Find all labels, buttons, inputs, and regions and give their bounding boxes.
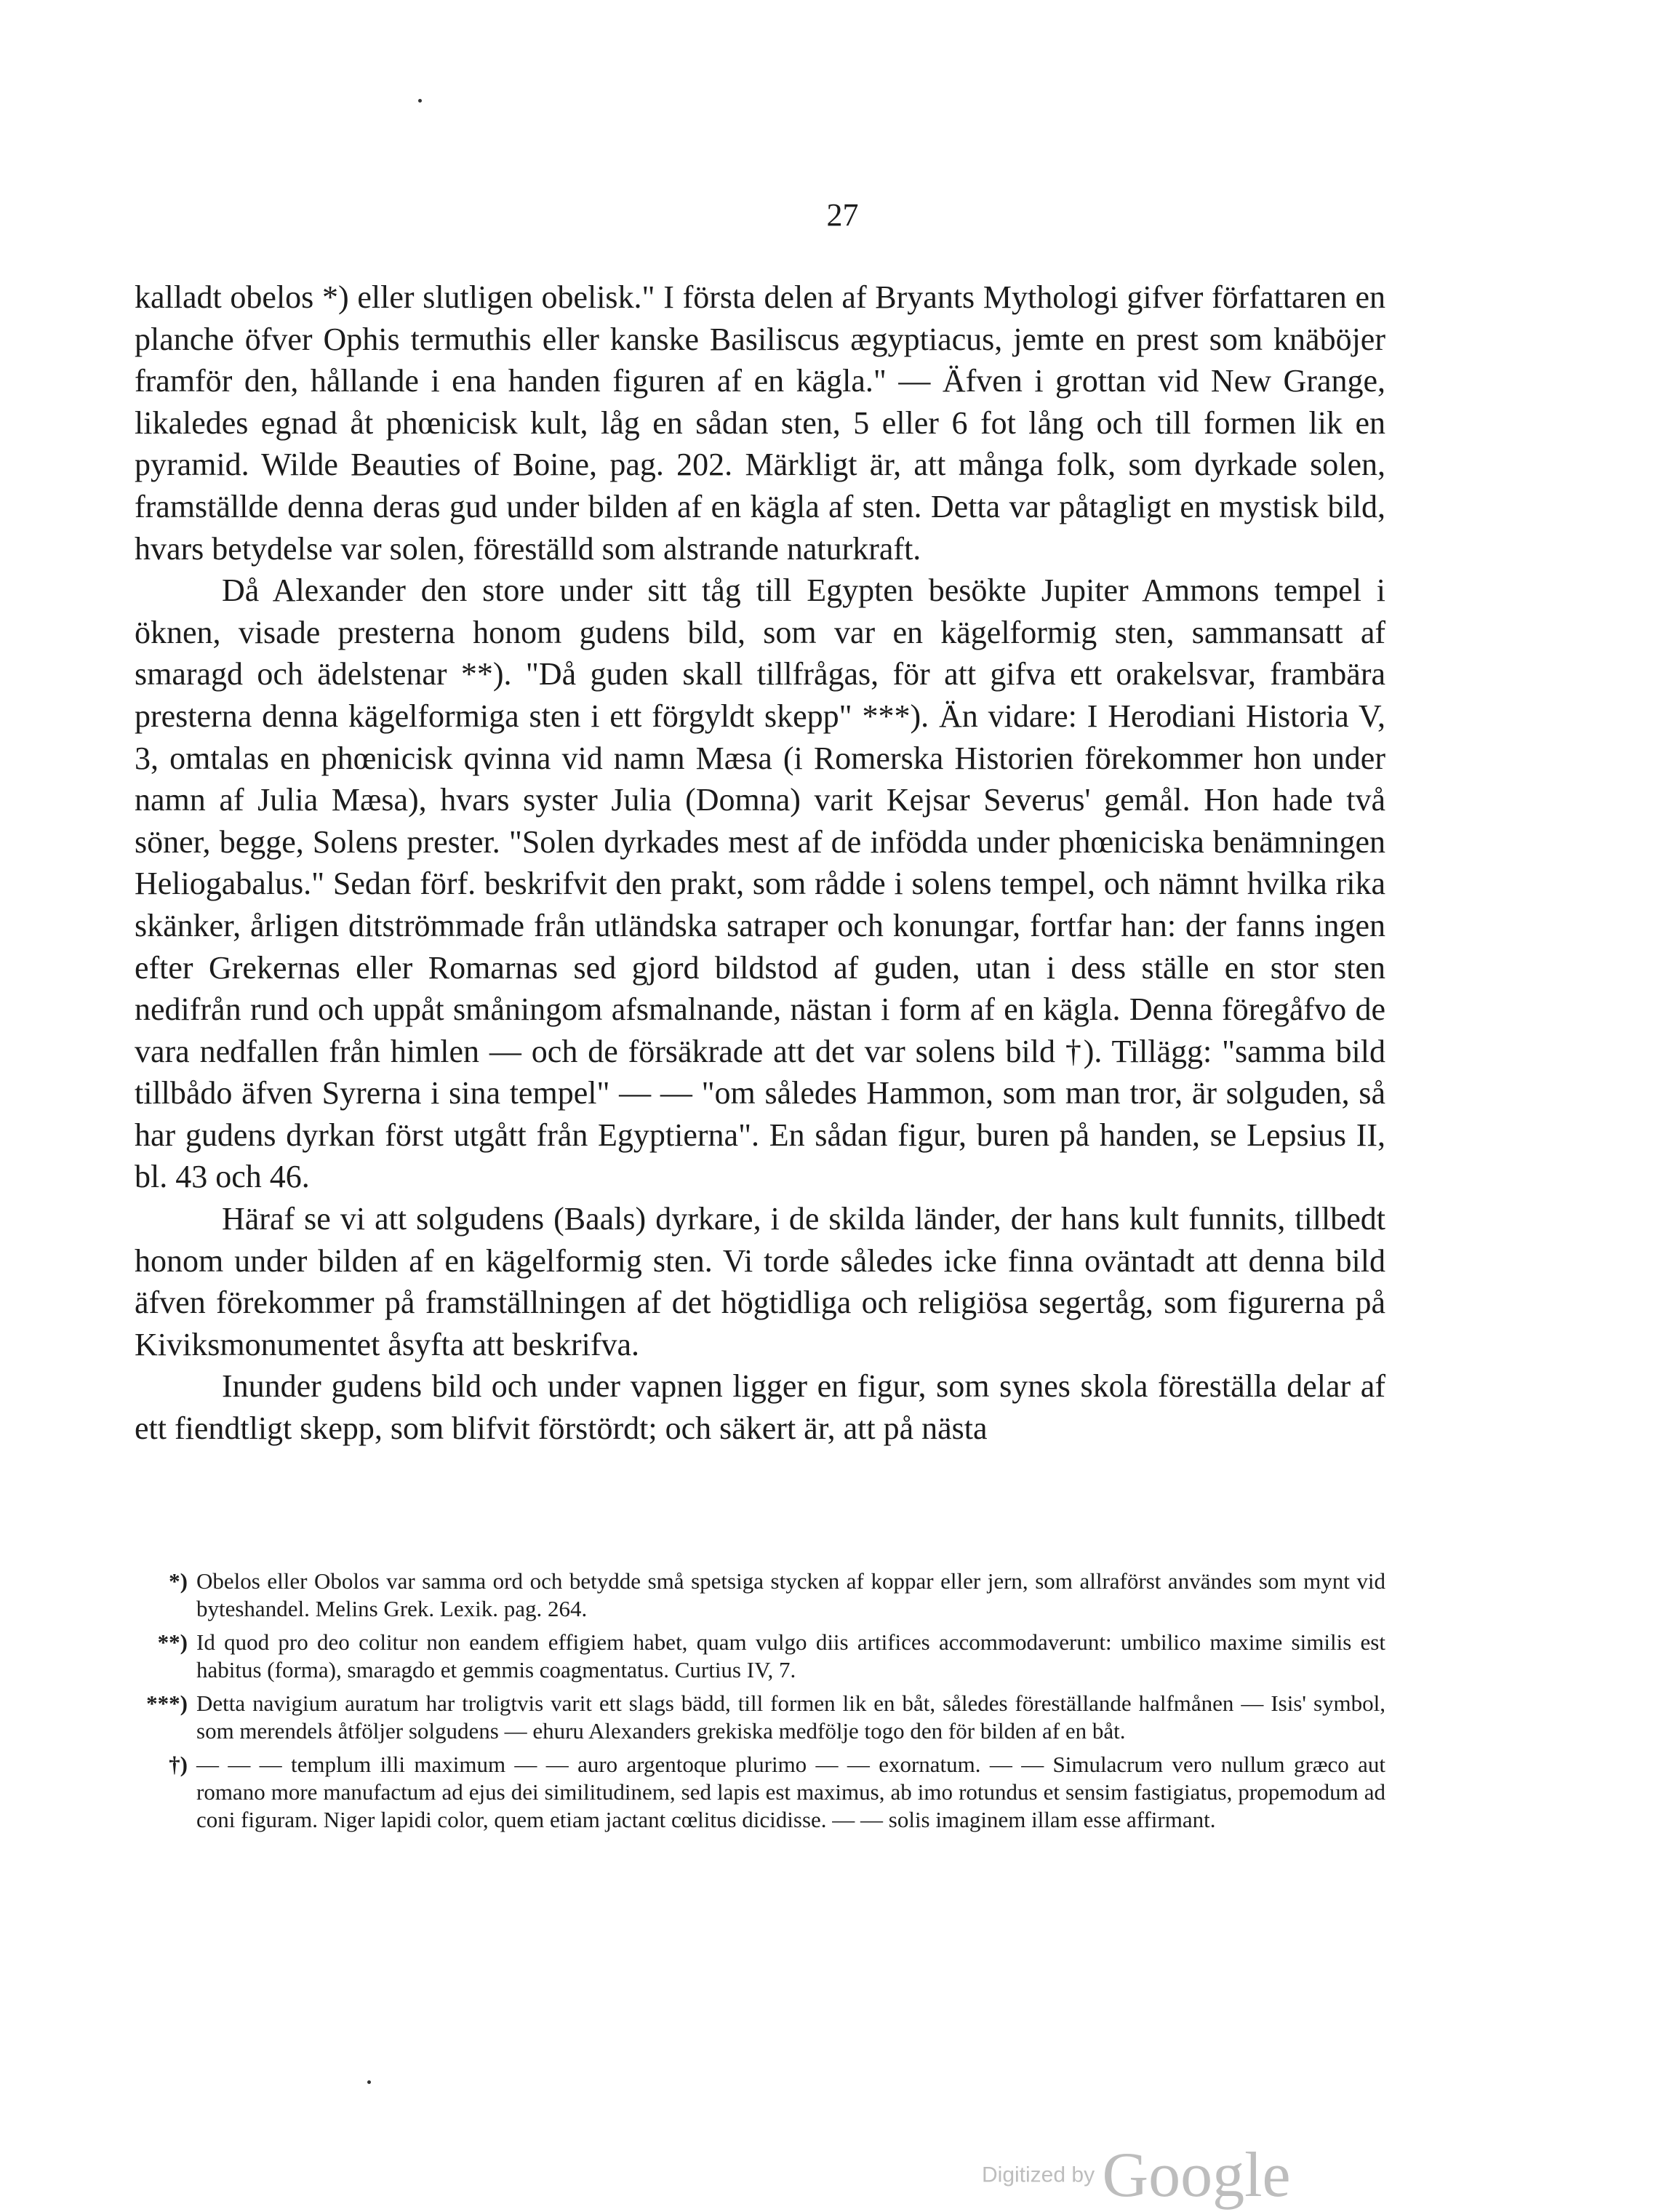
- paper-speck: [418, 99, 422, 103]
- paragraph: Då Alexander den store under sitt tåg till Egypten besökte Jupiter Ammons tempel i öknen, visade presterna honom gudens bild, som var en kägelformig sten, sammansatt af smaragd och ädelstenar **). "Då guden skall tillfrågas, för att gifva ett orakelsvar, frambära presterna denna kägelformiga sten i ett förgyldt skepp" ***). Än vidare: I Herodiani Historia V, 3, omtalas en phœnicisk qvinna vid namn Mæsa (i Romerska Historien förekommer hon under namn af Julia Mæsa), hvars syster Julia (Domna) varit Kejsar Severus' gemål. Hon hade två söner, begge, Solens prester. "Solen dyrkades mest af de infödda under phœniciska benämningen Heliogabalus." Sedan förf. beskrifvit den prakt, som rådde i solens tempel, och nämnt hvilka rika skänker, årligen ditströmmade från utländska satraper och konungar, fortfar han: der fanns ingen efter Grekernas eller Romarnas sed gjord bildstod af guden, utan i dess ställe en stor sten nedifrån rund och uppåt småningom afsmalnande, nästan i form af en kägla. Denna föregåfvo de vara nedfallen från himlen — och de försäkrade att det var solens bild †). Tillägg: "samma bild tillbådo äfven Syrerna i sina tempel" — — "om således Hammon, som man tror, är solguden, så har gudens dyrkan först utgått från Egyptierna". En sådan figur, buren på handen, se Lepsius II, bl. 43 och 46.: [135, 572, 1385, 1195]
- paragraph: kalladt obelos *) eller slutligen obelisk." I första delen af Bryants Mythologi gifver författaren en planche öfver Ophis termuthis eller kanske Basiliscus ægyptiacus, jemte en prest som knäböjer framför den, hållande i ena handen figuren af en kägla." — Äfven i grottan vid New Grange, likaledes egnad åt phœnicisk kult, låg en sådan sten, 5 eller 6 fot lång och till formen lik en pyramid. Wilde Beauties of Boine, pag. 202. Märkligt är, att många folk, som dyrkade solen, framställde denna deras gud under bilden af en kägla af sten. Detta var påtagligt en mystisk bild, hvars betydelse var solen, föreställd som alstrande naturkraft.: [135, 279, 1385, 567]
- footnote-mark: †): [169, 1752, 188, 1777]
- footnote: [135, 1751, 1385, 1834]
- footnotes: [135, 1568, 1385, 1840]
- watermark-prefix: Digitized by: [982, 2163, 1095, 2187]
- digitized-watermark: [982, 2139, 1291, 2212]
- footnote: [135, 1690, 1385, 1745]
- footnote: [135, 1629, 1385, 1684]
- footnote-mark: **): [157, 1629, 188, 1655]
- footnote-mark: ***): [146, 1690, 188, 1716]
- footnote-text: — — — templum illi maximum — — auro argentoque plurimo — — exornatum. — — Simulacrum vero nullum græco aut romano more manufactum ad ejus dei similitudinem, sed lapis est maximus, ab imo rotundus et sensim fastigiatus, propemodum ad coni figuram. Niger lapidi color, quem etiam jactant cœlitus dicidisse. — — solis imaginem illam esse affirmant.: [196, 1752, 1385, 1832]
- page-number: 27: [826, 197, 859, 233]
- footnote-text: Obelos eller Obolos var samma ord och betydde små spetsiga stycken af koppar eller jern, som allraförst användes som mynt vid byteshandel. Melins Grek. Lexik. pag. 264.: [196, 1568, 1385, 1621]
- footnote-text: Detta navigium auratum har troligtvis varit ett slags bädd, till formen lik en båt, således föreställande halfmånen — Isis' symbol, som merendels åtföljer solgudens — ehuru Alexanders grekiska medfölje togo den för bilden af en båt.: [196, 1690, 1385, 1744]
- paragraph: Häraf se vi att solgudens (Baals) dyrkare, i de skilda länder, der hans kult funnits, tillbedt honom under bilden af en kägelformig sten. Vi torde således icke finna oväntadt att denna bild äfven förekommer på framställningen af det högtidliga och religiösa segertåg, som figurerna på Kiviksmonumentet åsyfta att beskrifva.: [135, 1201, 1385, 1362]
- google-logo: Google: [1102, 2140, 1291, 2211]
- footnote: [135, 1568, 1385, 1623]
- footnote-text: Id quod pro deo colitur non eandem effigiem habet, quam vulgo diis artifices accommodaverunt: umbilico maxime similis est habitus (forma), smaragdo et gemmis coagmentatus. Curtius IV, 7.: [196, 1629, 1385, 1682]
- paragraph: Inunder gudens bild och under vapnen ligger en figur, som synes skola föreställa delar af ett fiendtligt skepp, som blifvit förstördt; och säkert är, att på nästa: [135, 1368, 1385, 1447]
- main-text: [135, 276, 1385, 1450]
- footnote-mark: *): [169, 1568, 188, 1594]
- paper-speck: [367, 2080, 371, 2084]
